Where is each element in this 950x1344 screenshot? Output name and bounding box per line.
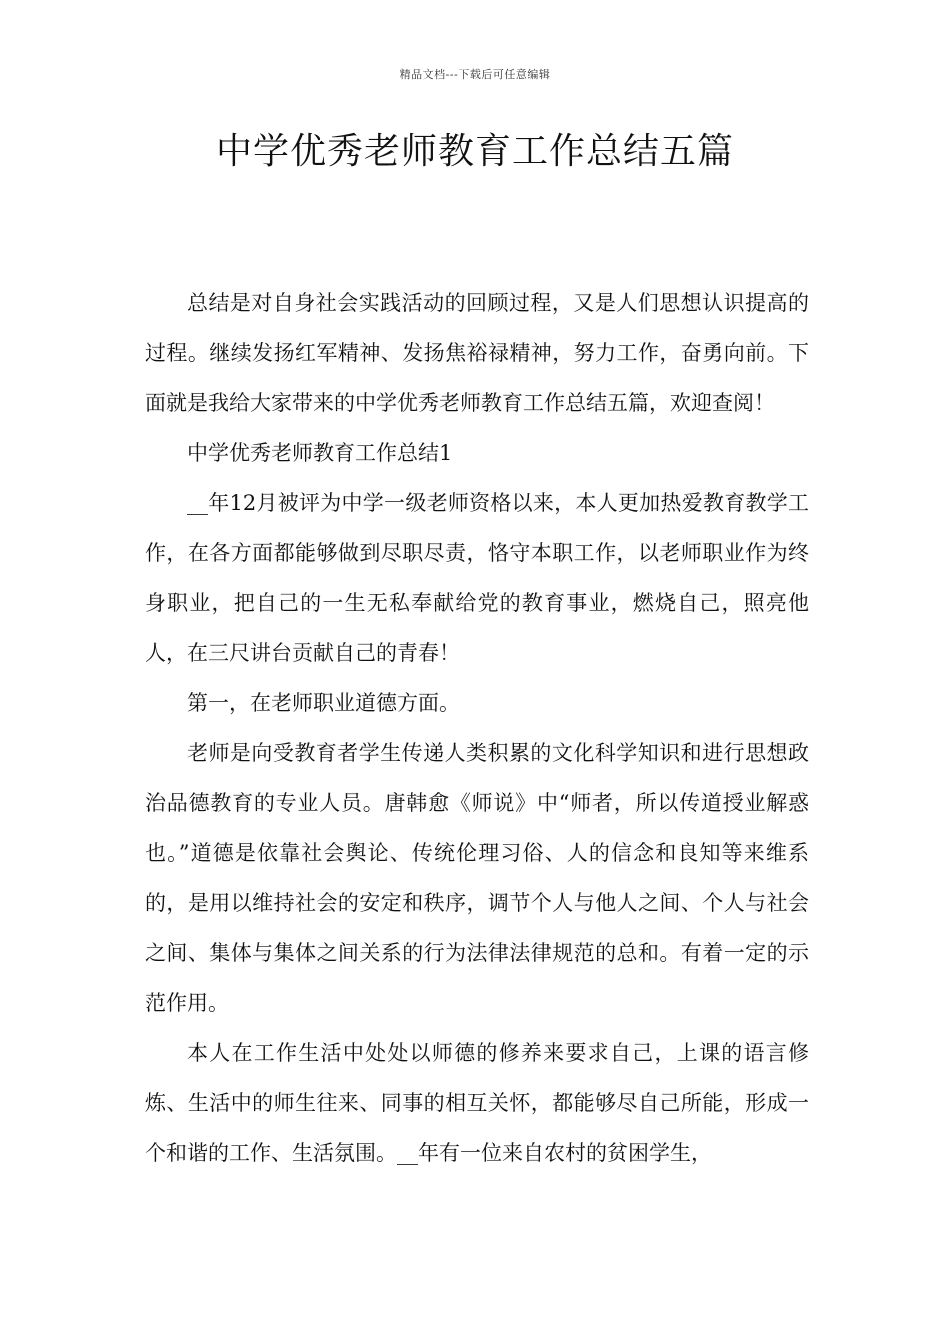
section-heading: 中学优秀老师教育工作总结1 — [187, 441, 453, 465]
subsection-heading: 第一，在老师职业道德方面。 — [187, 691, 460, 715]
header-note: 精品文档---下载后可任意编辑 — [399, 68, 551, 81]
body-paragraph: 老师是向受教育者学生传递人类积累的文化科学知识和进行思想政治品德教育的专业人员。唐韩愈《师说》中“师者，所以传道授业解惑也。”道德是依靠社会舆论、传统伦理习俗、人的信念和良知等来维系的，是用以维持社会的安定和秩序，调节个人与他人之间、个人与社会之间、集体与集体之间关系的行为法律法律规范的总和。有着一定的示范作用。 — [145, 741, 809, 1015]
body-paragraph: __年12月被评为中学一级老师资格以来，本人更加热爱教育教学工作，在各方面都能够做到尽职尽责，恪守本职工作，以老师职业作为终身职业，把自己的一生无私奉献给党的教育事业，燃烧自己，照亮他人，在三尺讲台贡献自己的青春！ — [145, 491, 809, 665]
intro-paragraph: 总结是对自身社会实践活动的回顾过程，又是人们思想认识提高的过程。继续发扬红军精神、发扬焦裕禄精神，努力工作，奋勇向前。下面就是我给大家带来的中学优秀老师教育工作总结五篇，欢迎查阅！ — [145, 291, 809, 415]
document-title: 中学优秀老师教育工作总结五篇 — [215, 131, 734, 172]
body-paragraph: 本人在工作生活中处处以师德的修养来要求自己，上课的语言修炼、生活中的师生往来、同事的相互关怀，都能够尽自己所能，形成一个和谐的工作、生活氛围。__年有一位来自农村的贫困学生， — [145, 1041, 809, 1165]
document-body — [145, 278, 809, 1178]
